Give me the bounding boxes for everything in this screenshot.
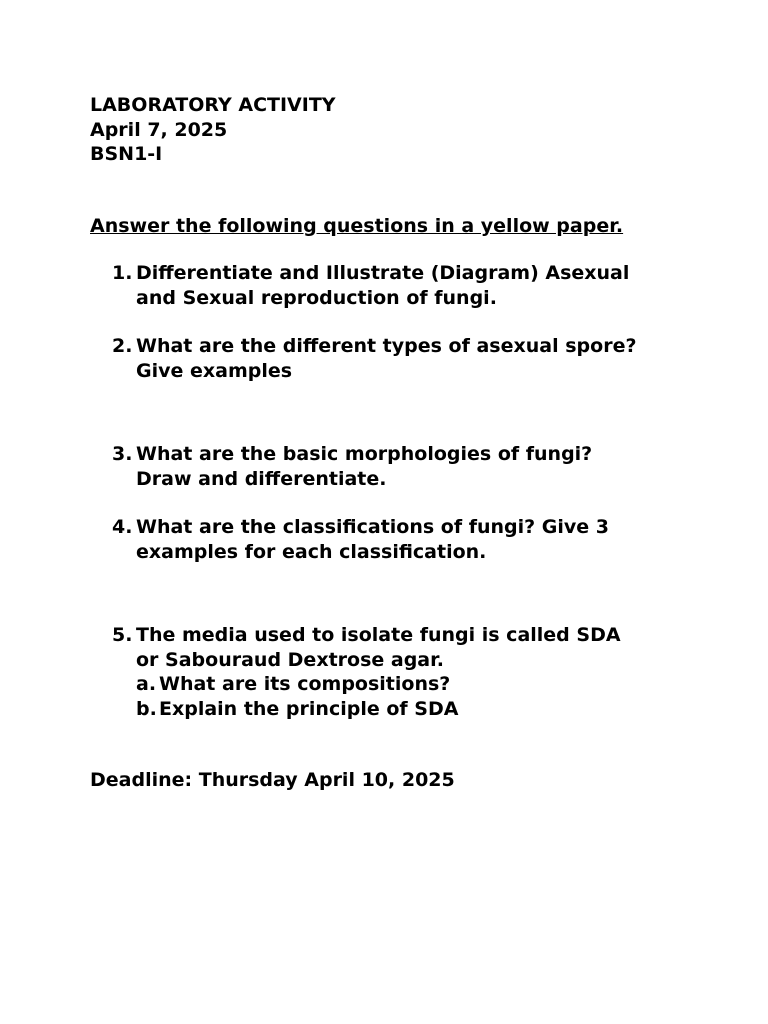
question-text-line: Differentiate and Illustrate (Diagram) Asexual xyxy=(136,262,630,284)
question-text-line: What are the classifications of fungi? Give 3 xyxy=(136,516,610,538)
document-header xyxy=(90,93,336,167)
subquestion-a xyxy=(136,672,692,697)
question-text-line: examples for each classification. xyxy=(136,540,487,563)
subquestion-b xyxy=(136,697,692,722)
question-text-line: or Sabouraud Dextrose agar. xyxy=(136,648,445,671)
question-text-line: and Sexual reproduction of fungi. xyxy=(136,286,497,309)
subquestion-text: What are its compositions? xyxy=(159,673,451,695)
subquestion-text: Explain the principle of SDA xyxy=(159,697,459,720)
deadline-text: Deadline: Thursday April 10, 2025 xyxy=(90,769,455,791)
question-text-line: The media used to isolate fungi is called SDA xyxy=(136,624,621,646)
instruction-text: Answer the following questions in a yellow paper. xyxy=(90,215,624,237)
question-number: 1. xyxy=(112,262,133,284)
question-number: 5. xyxy=(112,624,133,646)
question-3 xyxy=(112,442,692,491)
question-2 xyxy=(112,334,692,383)
question-text-line: Draw and differentiate. xyxy=(136,467,387,490)
question-5 xyxy=(112,623,692,721)
question-4 xyxy=(112,515,692,564)
question-number: 3. xyxy=(112,443,133,465)
activity-title: LABORATORY ACTIVITY xyxy=(90,94,336,116)
question-text-line: What are the basic morphologies of fungi? xyxy=(136,443,593,465)
activity-date: April 7, 2025 xyxy=(90,118,228,141)
question-number: 4. xyxy=(112,516,133,538)
question-text-line: What are the different types of asexual spore? xyxy=(136,335,637,357)
question-text-line: Give examples xyxy=(136,359,293,382)
class-section: BSN1-I xyxy=(90,143,163,165)
subquestion-letter: a. xyxy=(136,673,157,695)
question-number: 2. xyxy=(112,335,133,357)
subquestion-letter: b. xyxy=(136,697,157,720)
question-1 xyxy=(112,261,692,310)
